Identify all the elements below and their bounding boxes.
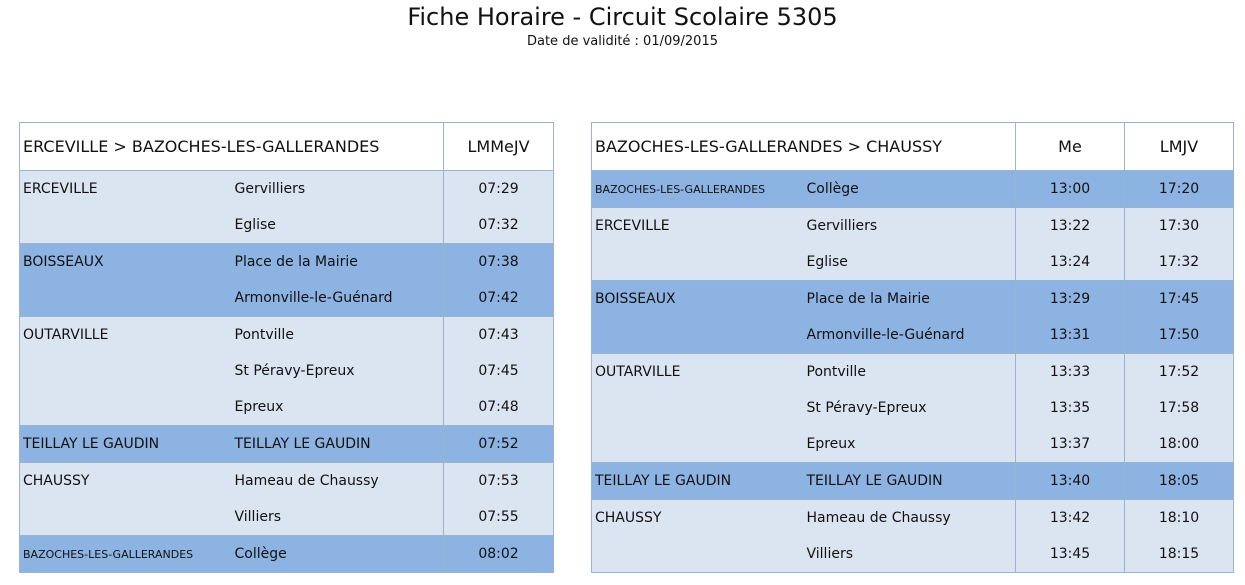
time-cell: 07:53 bbox=[444, 463, 554, 500]
time-cell: 13:40 bbox=[1016, 463, 1125, 500]
timetable-row bbox=[20, 171, 554, 208]
timetable-header bbox=[20, 123, 554, 171]
commune-cell bbox=[592, 536, 804, 573]
page-title: Fiche Horaire - Circuit Scolaire 5305 bbox=[407, 3, 838, 31]
stop-cell: Armonville-le-Guénard bbox=[232, 280, 444, 317]
stop-cell: Place de la Mairie bbox=[804, 281, 1016, 318]
commune-cell: CHAUSSY bbox=[20, 463, 232, 500]
stop-cell: Villiers bbox=[804, 536, 1016, 573]
commune-cell bbox=[592, 317, 804, 354]
time-cell: 13:45 bbox=[1016, 536, 1125, 573]
stop-cell: Place de la Mairie bbox=[232, 244, 444, 281]
validity-date: Date de validité : 01/09/2015 bbox=[526, 34, 718, 49]
stop-cell: Epreux bbox=[804, 426, 1016, 463]
commune-cell bbox=[20, 280, 232, 317]
time-cell: 07:55 bbox=[444, 499, 554, 536]
time-cell: 07:52 bbox=[444, 426, 554, 463]
timetable-row bbox=[20, 244, 554, 281]
timetable-row bbox=[592, 354, 1234, 391]
route-title: ERCEVILLE > BAZOCHES-LES-GALLERANDES bbox=[20, 123, 444, 171]
timetable-row bbox=[20, 353, 554, 389]
time-cell: 07:43 bbox=[444, 317, 554, 354]
timetable-return bbox=[591, 122, 1234, 573]
stop-cell: Collège bbox=[804, 171, 1016, 208]
stop-cell: Epreux bbox=[232, 389, 444, 426]
route-title: BAZOCHES-LES-GALLERANDES > CHAUSSY bbox=[592, 123, 1016, 171]
timetable-row bbox=[592, 463, 1234, 500]
time-cell: 07:48 bbox=[444, 389, 554, 426]
time-cell: 17:45 bbox=[1125, 281, 1234, 318]
commune-cell: ERCEVILLE bbox=[20, 171, 232, 208]
time-cell: 07:29 bbox=[444, 171, 554, 208]
time-cell: 13:33 bbox=[1016, 354, 1125, 391]
time-cell: 18:05 bbox=[1125, 463, 1234, 500]
time-cell: 07:32 bbox=[444, 207, 554, 244]
commune-cell bbox=[20, 389, 232, 426]
stop-cell: Hameau de Chaussy bbox=[232, 463, 444, 500]
stop-cell: Gervilliers bbox=[232, 171, 444, 208]
stop-cell: Eglise bbox=[804, 244, 1016, 281]
time-cell: 13:00 bbox=[1016, 171, 1125, 208]
commune-cell bbox=[20, 353, 232, 389]
time-cell: 13:22 bbox=[1016, 208, 1125, 245]
time-cell: 13:42 bbox=[1016, 500, 1125, 537]
stop-cell: St Péravy-Epreux bbox=[804, 390, 1016, 426]
stop-cell: Pontville bbox=[232, 317, 444, 354]
time-cell: 13:31 bbox=[1016, 317, 1125, 354]
time-cell: 07:38 bbox=[444, 244, 554, 281]
days-header: LMJV bbox=[1125, 123, 1234, 171]
time-cell: 17:20 bbox=[1125, 171, 1234, 208]
commune-cell: BAZOCHES-LES-GALLERANDES bbox=[20, 536, 232, 573]
timetable-row bbox=[20, 207, 554, 244]
stop-cell: Hameau de Chaussy bbox=[804, 500, 1016, 537]
commune-cell bbox=[20, 207, 232, 244]
time-cell: 13:29 bbox=[1016, 281, 1125, 318]
time-cell: 18:10 bbox=[1125, 500, 1234, 537]
time-cell: 17:58 bbox=[1125, 390, 1234, 426]
timetable-row bbox=[20, 280, 554, 317]
commune-cell: BOISSEAUX bbox=[592, 281, 804, 318]
timetable-row bbox=[592, 208, 1234, 245]
timetable-body bbox=[592, 171, 1234, 573]
commune-cell bbox=[592, 390, 804, 426]
timetable-outbound bbox=[19, 122, 554, 573]
commune-cell: TEILLAY LE GAUDIN bbox=[592, 463, 804, 500]
stop-cell: Pontville bbox=[804, 354, 1016, 391]
time-cell: 17:52 bbox=[1125, 354, 1234, 391]
commune-cell: TEILLAY LE GAUDIN bbox=[20, 426, 232, 463]
timetable-row bbox=[20, 317, 554, 354]
stop-cell: TEILLAY LE GAUDIN bbox=[232, 426, 444, 463]
time-cell: 13:35 bbox=[1016, 390, 1125, 426]
time-cell: 17:30 bbox=[1125, 208, 1234, 245]
commune-cell: BAZOCHES-LES-GALLERANDES bbox=[592, 171, 804, 208]
stop-cell: St Péravy-Epreux bbox=[232, 353, 444, 389]
timetable-row bbox=[592, 536, 1234, 573]
days-header: Me bbox=[1016, 123, 1125, 171]
time-cell: 17:32 bbox=[1125, 244, 1234, 281]
timetable-row bbox=[592, 426, 1234, 463]
time-cell: 13:24 bbox=[1016, 244, 1125, 281]
timetable-row bbox=[592, 390, 1234, 426]
commune-cell: ERCEVILLE bbox=[592, 208, 804, 245]
time-cell: 07:42 bbox=[444, 280, 554, 317]
timetable-row bbox=[592, 171, 1234, 208]
commune-cell: BOISSEAUX bbox=[20, 244, 232, 281]
stop-cell: TEILLAY LE GAUDIN bbox=[804, 463, 1016, 500]
timetable-row bbox=[20, 426, 554, 463]
commune-cell bbox=[20, 499, 232, 536]
stop-cell: Eglise bbox=[232, 207, 444, 244]
time-cell: 18:00 bbox=[1125, 426, 1234, 463]
timetable-row bbox=[20, 463, 554, 500]
time-cell: 08:02 bbox=[444, 536, 554, 573]
time-cell: 13:37 bbox=[1016, 426, 1125, 463]
timetable-body bbox=[20, 171, 554, 573]
commune-cell bbox=[592, 244, 804, 281]
stop-cell: Collège bbox=[232, 536, 444, 573]
stop-cell: Armonville-le-Guénard bbox=[804, 317, 1016, 354]
time-cell: 17:50 bbox=[1125, 317, 1234, 354]
timetable-header bbox=[592, 123, 1234, 171]
timetable-row bbox=[592, 500, 1234, 537]
commune-cell: OUTARVILLE bbox=[20, 317, 232, 354]
timetable-row bbox=[592, 281, 1234, 318]
stop-cell: Villiers bbox=[232, 499, 444, 536]
time-cell: 18:15 bbox=[1125, 536, 1234, 573]
commune-cell: CHAUSSY bbox=[592, 500, 804, 537]
timetable-row bbox=[20, 499, 554, 536]
timetable-row bbox=[592, 317, 1234, 354]
commune-cell bbox=[592, 426, 804, 463]
commune-cell: OUTARVILLE bbox=[592, 354, 804, 391]
stop-cell: Gervilliers bbox=[804, 208, 1016, 245]
timetable-row bbox=[592, 244, 1234, 281]
timetable-row bbox=[20, 536, 554, 573]
days-header: LMMeJV bbox=[444, 123, 554, 171]
timetable-row bbox=[20, 389, 554, 426]
time-cell: 07:45 bbox=[444, 353, 554, 389]
